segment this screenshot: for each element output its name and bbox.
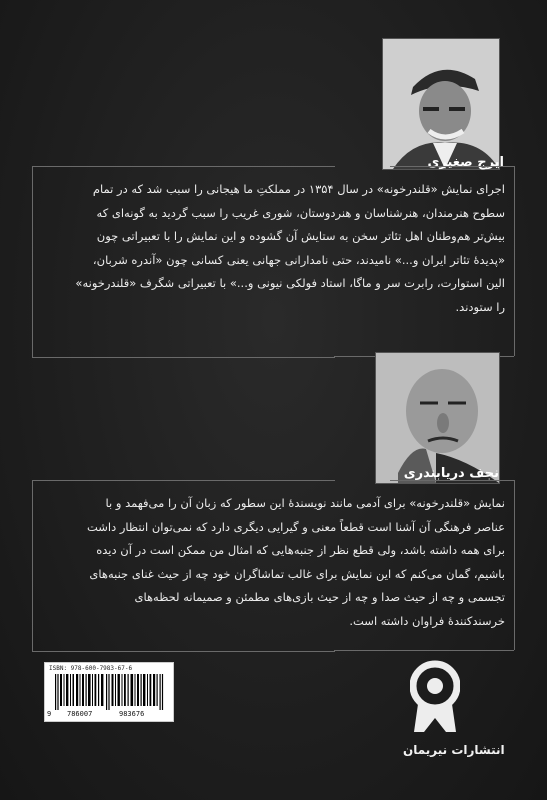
- barcode-digit: 786007: [67, 710, 93, 718]
- author2-name: نجف دریابندری: [403, 466, 499, 481]
- quote-line: تجسمی و چه از حیث صدا و چه از حیث بازی‌های مطمئن و صمیمانه لحظه‌های: [134, 590, 505, 604]
- quote-line: بیش‌تر هم‌وطنان اهل تئاتر سخن به ستایش آن گشوده و این نمایش را با تعبیراتی چون: [96, 229, 505, 243]
- quote-line: برای همه داشته باشد، ولی قطع نظر از جنبه‌هایی که امثال من ممکن است در آن دیده: [96, 543, 505, 557]
- isbn-text: ISBN: 978-600-7983-67-6: [49, 665, 133, 672]
- frame-divider: [514, 480, 515, 650]
- frame-divider: [390, 480, 514, 481]
- frame-divider: [334, 650, 514, 651]
- barcode-bars: [55, 674, 165, 710]
- quote-line: خرسندکنندهٔ فراوان داشته است.: [349, 613, 505, 628]
- author2-quote: [45, 492, 505, 633]
- frame-divider: [514, 166, 515, 356]
- quote-line: «پدیدهٔ تئاتر ایران و...» نامیدند، حتی نامدارانی جهانی یعنی کسانی چون «آندره شربان،: [92, 252, 505, 267]
- frame-divider: [390, 166, 514, 167]
- quote-line: باشیم، گمان می‌کنم که این نمایش برای غالب تماشاگران خود چه از حیث غنای جنبه‌های: [89, 566, 505, 581]
- isbn-barcode: [44, 662, 174, 722]
- quote-line: سطوح هنرمندان، هنرشناسان و هنردوستان، شوری غریب را سبب گردید به گونه‌ای که: [96, 205, 505, 220]
- barcode-digit: 983676: [119, 710, 145, 718]
- quote-line: عناصر فرهنگی آن آشنا است قطعاً معنی و گیرایی دیگری دارد که نمی‌توان انتظار داشت: [86, 519, 505, 534]
- publisher-logo-icon: [410, 660, 460, 732]
- barcode-digit: 9: [47, 710, 52, 718]
- publisher-name: انتشارات نیریمان: [403, 743, 505, 757]
- quote-line: نمایش «قلندرخونه» برای آدمی مانند نویسندهٔ این سطور که زبان آن را می‌فهمد و با: [105, 496, 505, 510]
- author1-photo: [382, 38, 500, 170]
- quote-line: الین استوارت، رابرت سر و ماگا، استاد فولکی نیونی و...» با تعبیراتی شگرف «قلندرخونه»: [75, 276, 505, 290]
- quote-line: را ستودند.: [455, 299, 505, 314]
- quote-line: اجرای نمایش «قلندرخونه» در سال ۱۳۵۴ در مملکتِ ما هیجانی را سبب شد که در تمام: [92, 182, 505, 196]
- author1-name: ایرج صغیری: [427, 155, 504, 170]
- author1-quote: [45, 178, 505, 319]
- author2-photo: [375, 352, 500, 484]
